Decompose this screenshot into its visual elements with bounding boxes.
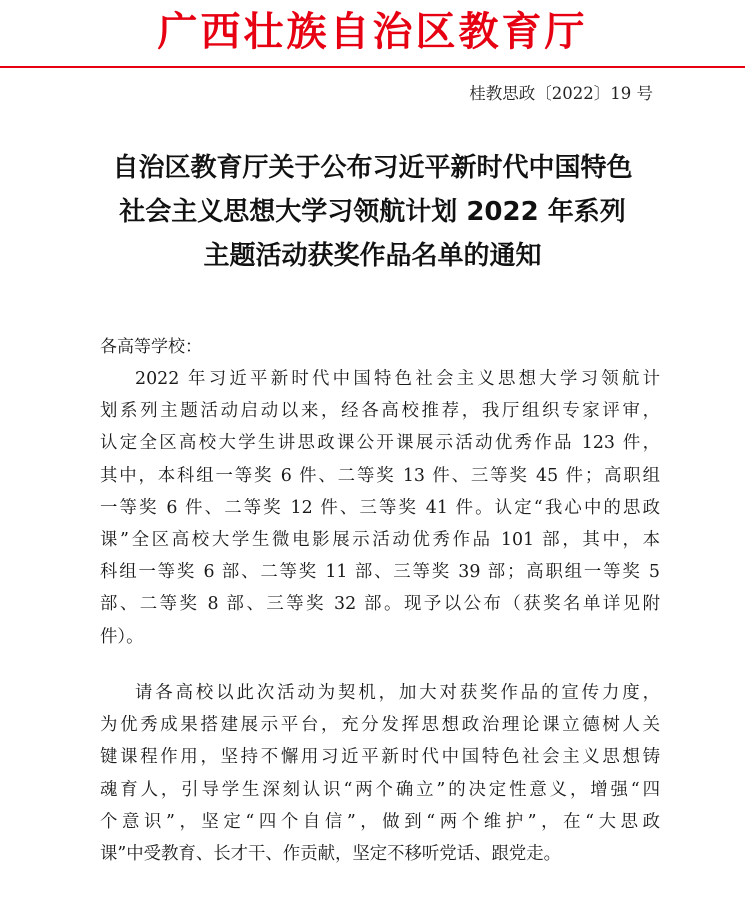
paragraph-line: 科组一等奖 6 部、二等奖 11 部、三等奖 39 部；高职组一等奖 5 <box>100 562 660 583</box>
title-line: 主题活动获奖作品名单的通知 <box>203 241 542 271</box>
body-paragraph-2 <box>100 677 660 870</box>
paragraph-line: 魂育人，引导学生深刻认识“两个确立”的决定性意义，增强“四 <box>100 779 660 800</box>
paragraph-line: 为优秀成果搭建展示平台，充分发挥思想政治理论课立德树人关 <box>100 715 660 736</box>
paragraph-line: 课”中受教育、长才干、作贡献，坚定不移听党话、跟党走。 <box>100 844 562 865</box>
paragraph-line: 认定全区高校大学生讲思政课公开课展示活动优秀作品 123 件， <box>100 433 660 454</box>
title-line: 自治区教育厅关于公布习近平新时代中国特色 <box>112 153 633 183</box>
paragraph-line: 个意识”，坚定“四个自信”，做到“两个维护”，在“大思政 <box>100 811 660 832</box>
paragraph-line: 键课程作用，坚持不懈用习近平新时代中国特色社会主义思想铸 <box>100 747 660 768</box>
document-number: 桂教思政〔2022〕19 号 <box>469 84 653 103</box>
salutation: 各高等学校： <box>100 337 202 357</box>
paragraph-line: 2022 年习近平新时代中国特色社会主义思想大学习领航计 <box>135 369 660 389</box>
paragraph-line: 课”全区高校大学生微电影展示活动优秀作品 101 部，其中，本 <box>100 530 660 551</box>
paragraph-line: 部、二等奖 8 部、三等奖 32 部。现予以公布（获奖名单详见附 <box>100 594 660 615</box>
title-line: 社会主义思想大学习领航计划 2022 年系列 <box>119 197 626 227</box>
paragraph-line: 划系列主题活动启动以来，经各高校推荐，我厅组织专家评审， <box>100 401 660 422</box>
masthead-org-name: 广西壮族自治区教育厅 <box>157 8 588 55</box>
paragraph-line: 件）。 <box>100 626 144 647</box>
paragraph-line: 其中，本科组一等奖 6 件、二等奖 13 件、三等奖 45 件；高职组 <box>100 465 660 486</box>
body-paragraph-1 <box>100 363 660 653</box>
document-title <box>60 146 685 278</box>
paragraph-line: 请各高校以此次活动为契机，加大对获奖作品的宣传力度， <box>135 683 660 703</box>
masthead-red-rule <box>0 66 745 68</box>
paragraph-line: 一等奖 6 件、二等奖 12 件、三等奖 41 件。认定“我心中的思政 <box>100 497 660 518</box>
